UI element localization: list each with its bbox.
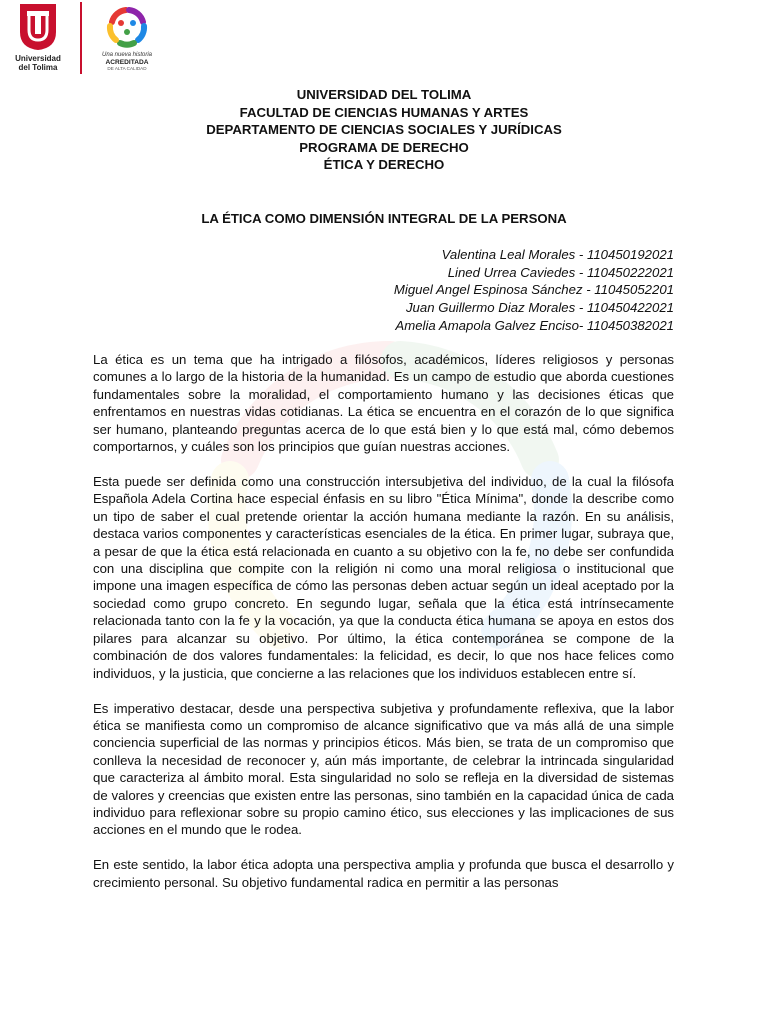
author-item: Lined Urrea Caviedes - 110450222021 xyxy=(447,264,674,280)
author-item: Valentina Leal Morales - 110450192021 xyxy=(441,247,674,262)
logo-divider xyxy=(80,2,82,74)
accreditation-sublabel: DE ALTA CALIDAD xyxy=(107,66,147,71)
institution-faculty: FACULTAD DE CIENCIAS HUMANAS Y ARTES xyxy=(239,104,529,120)
body-paragraph: En este sentido, la labor ética adopta una perspectiva amplia y profunda que busca el desarrollo y crecimiento personal. Su objetivo fundamental radica en permitir a las personas xyxy=(93,857,674,890)
accreditation-emblem-icon xyxy=(104,4,150,50)
institution-course: ÉTICA Y DERECHO xyxy=(323,157,445,173)
university-shield-icon xyxy=(18,2,58,52)
authors-list xyxy=(394,246,674,335)
author-item: Miguel Angel Espinosa Sánchez - 11045052201 xyxy=(393,282,674,298)
institution-heading xyxy=(0,86,768,174)
document-body xyxy=(93,351,674,909)
university-logo-text: Universidad del Tolima xyxy=(15,54,61,72)
accreditation-logo xyxy=(96,2,158,72)
author-item: Juan Guillermo Diaz Morales - 110450422021 xyxy=(405,300,674,316)
body-paragraph: Esta puede ser definida como una construcción intersubjetiva del individuo, de la cual la filósofa Española Adela Cortina hace especial énfasis en su libro "Ética Mínima", donde la describe como un tipo de saber el cual pretende orientar la acción humana mediante la razón. En su análisis, destaca varios componentes y características esenciales de la ética. En primer lugar, subraya que, a pesar de que la ética está relacionada en cuanto a su objetivo con la fe, no debe ser confundida con una disciplina que compite con la religión ni como una moral religiosa o institucional que impone una imagen específica de cómo las personas deben actuar según un ideal aceptado por la sociedad como grupo concreto. En segundo lugar, señala que la ética está intrínsecamente relacionada tanto con la fe y la vocación, ya que la conducta ética humana se apoya en estos dos pilares para alcanzar su objetivo. Por último, la ética contemporánea se compone de la combinación de dos valores fundamentales: la felicidad, es decir, lo que nos hace felices como individuos, y la justicia, que concierne a las relaciones que los individuos establecen entre sí. xyxy=(93,474,674,681)
document-title: LA ÉTICA COMO DIMENSIÓN INTEGRAL DE LA PERSONA xyxy=(201,211,567,226)
university-logo xyxy=(10,2,66,72)
header-logos xyxy=(10,2,158,78)
accreditation-label: ACREDITADA xyxy=(105,59,149,66)
institution-university: UNIVERSIDAD DEL TOLIMA xyxy=(296,87,472,102)
body-paragraph: La ética es un tema que ha intrigado a filósofos, académicos, líderes religiosos y personas comunes a lo largo de la historia de la humanidad. Es un campo de estudio que aborda cuestiones fundamentales sobre la moralidad, el comportamiento humano y las decisiones éticas que enfrentamos en nuestras vidas cotidianas. La ética se encuentra en el corazón de lo que significa ser humano, planteando preguntas acerca de lo que está bien y lo que está mal, cómo debemos comportarnos, y cuáles son los principios que guían nuestras acciones. xyxy=(93,352,674,455)
body-paragraph: Es imperativo destacar, desde una perspectiva subjetiva y profundamente reflexiva, que la labor ética se manifiesta como un compromiso de alcance significativo que va más allá de una simple conciencia superficial de las normas y principios éticos. Más bien, se trata de un compromiso que conlleva la necesidad de reconocer y, aún más importante, de celebrar la intrincada singularidad que caracteriza al ámbito moral. Esta singularidad no solo se refleja en la diversidad de sistemas de valores y creencias que existen entre las personas, sino también en la capacidad única de cada individuo para reflexionar sobre su propio camino ético, sus elecciones y las implicaciones de sus acciones en el mundo que le rodea. xyxy=(93,700,674,838)
author-item: Amelia Amapola Galvez Enciso- 110450382021 xyxy=(395,317,674,333)
accreditation-tagline: Una nueva historia xyxy=(101,52,153,58)
institution-department: DEPARTAMENTO DE CIENCIAS SOCIALES Y JURÍDICAS xyxy=(206,122,562,138)
institution-program: PROGRAMA DE DERECHO xyxy=(299,139,469,155)
